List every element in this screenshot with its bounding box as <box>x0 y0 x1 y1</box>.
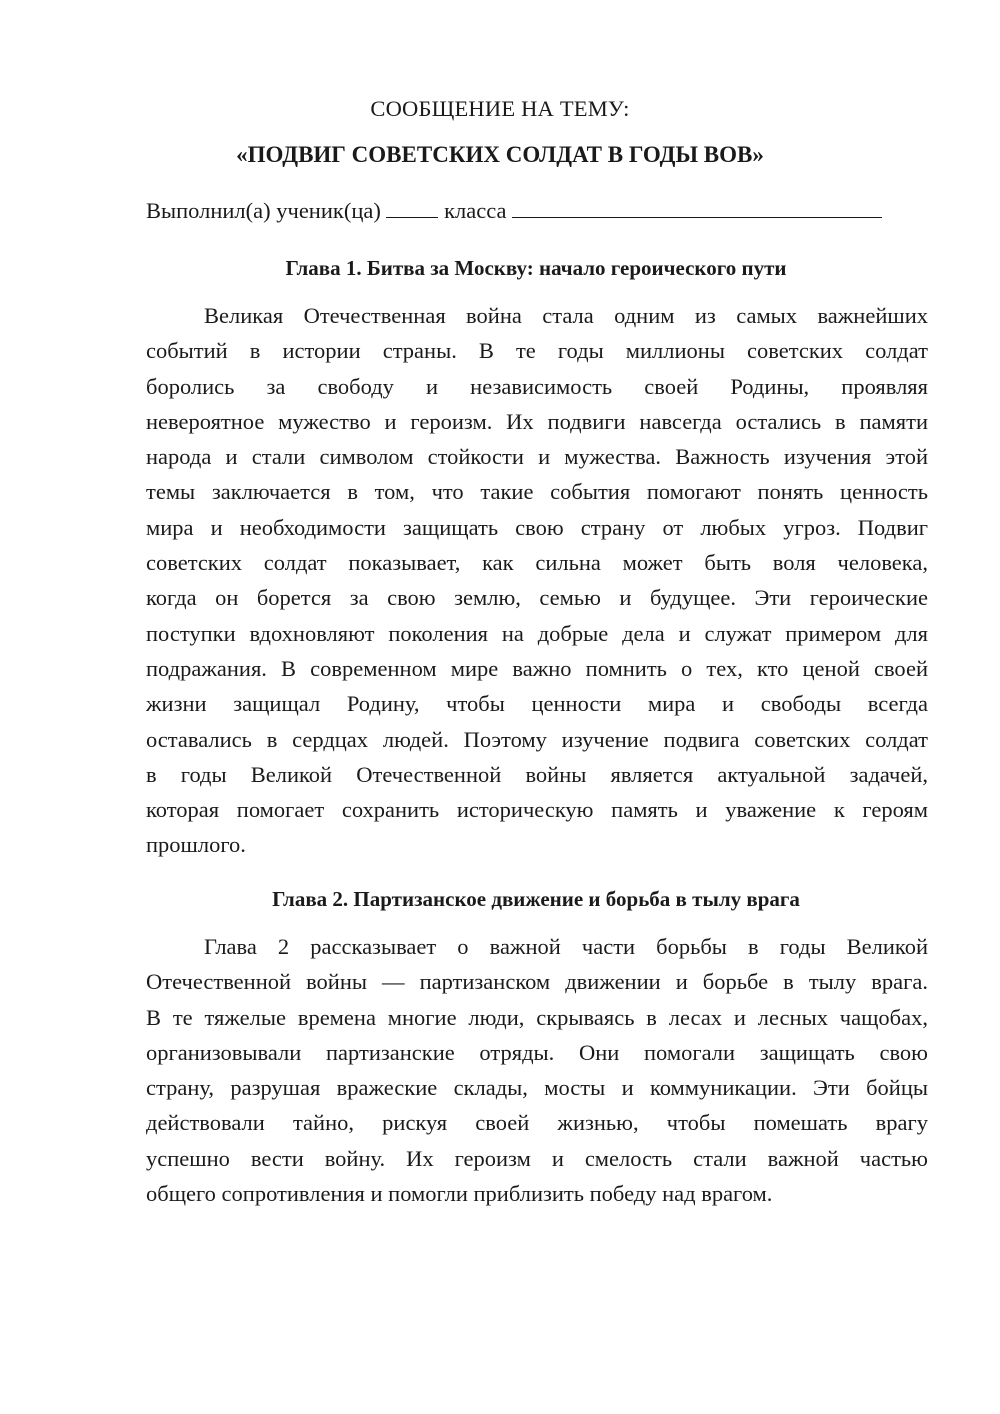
paragraph-line: подражания. В современном мире важно помнить о тех, кто ценой своей <box>146 655 928 681</box>
paragraph-line: Отечественной войны — партизанском движении и борьбе в тылу врага. <box>146 969 928 995</box>
paragraph-line: мира и необходимости защищать свою страну от любых угроз. Подвиг <box>146 514 928 540</box>
chapter-paragraph <box>146 929 928 1211</box>
paragraph-line: событий в истории страны. В те годы миллионы советских солдат <box>146 338 928 364</box>
paragraph-line: страну, разрушая вражеские склады, мосты и коммуникации. Эти бойцы <box>146 1075 928 1101</box>
paragraph-line: невероятное мужество и героизм. Их подвиги навсегда остались в памяти <box>146 408 928 434</box>
chapter-paragraph <box>146 298 928 863</box>
paragraph-line: Великая Отечественная война стала одним из самых важнейших <box>204 303 928 328</box>
student-name-blank <box>512 197 882 218</box>
paragraph-line: действовали тайно, рискуя своей жизнью, чтобы помешать врагу <box>146 1110 928 1136</box>
paragraph-line: боролись за свободу и независимость своей Родины, проявляя <box>146 373 928 399</box>
class-label: класса <box>444 198 507 223</box>
paragraph-line: поступки вдохновляют поколения на добрые дела и служат примером для <box>146 620 928 646</box>
paragraph-line: успешно вести войну. Их героизм и смелость стали важной частью <box>146 1145 928 1171</box>
paragraph-line: советских солдат показывает, как сильна может быть воля человека, <box>146 550 928 576</box>
paragraph-line: В те тяжелые времена многие люди, скрываясь в лесах и лесных чащобах, <box>146 1004 928 1030</box>
paragraph-line: оставались в сердцах людей. Поэтому изучение подвига советских солдат <box>146 726 928 752</box>
class-number-blank <box>386 197 438 218</box>
paragraph-line: народа и стали символом стойкости и мужества. Важность изучения этой <box>146 444 928 470</box>
paragraph-line: темы заключается в том, что такие события помогают понять ценность <box>146 479 928 505</box>
author-line <box>146 197 882 224</box>
paragraph-line: Глава 2 рассказывает о важной части борьбы в годы Великой <box>204 934 928 959</box>
chapter-heading: Глава 2. Партизанское движение и борьба в тылу врага <box>272 887 800 911</box>
document-title: «ПОДВИГ СОВЕТСКИХ СОЛДАТ В ГОДЫ ВОВ» <box>236 142 764 167</box>
paragraph-line: когда он борется за свою землю, семью и будущее. Эти героические <box>146 585 928 611</box>
document-label: СООБЩЕНИЕ НА ТЕМУ: <box>370 96 630 121</box>
paragraph-line: прошлого. <box>146 832 246 858</box>
paragraph-line: общего сопротивления и помогли приблизить победу над врагом. <box>146 1181 773 1207</box>
paragraph-line: жизни защищал Родину, чтобы ценности мира и свободы всегда <box>146 691 928 717</box>
paragraph-line: в годы Великой Отечественной войны является актуальной задачей, <box>146 761 928 787</box>
chapter-heading: Глава 1. Битва за Москву: начало героического пути <box>285 256 787 280</box>
paragraph-line: организовывали партизанские отряды. Они помогали защищать свою <box>146 1039 928 1065</box>
author-prefix: Выполнил(а) ученик(ца) <box>146 198 381 223</box>
paragraph-line: которая помогает сохранить историческую память и уважение к героям <box>146 797 928 823</box>
